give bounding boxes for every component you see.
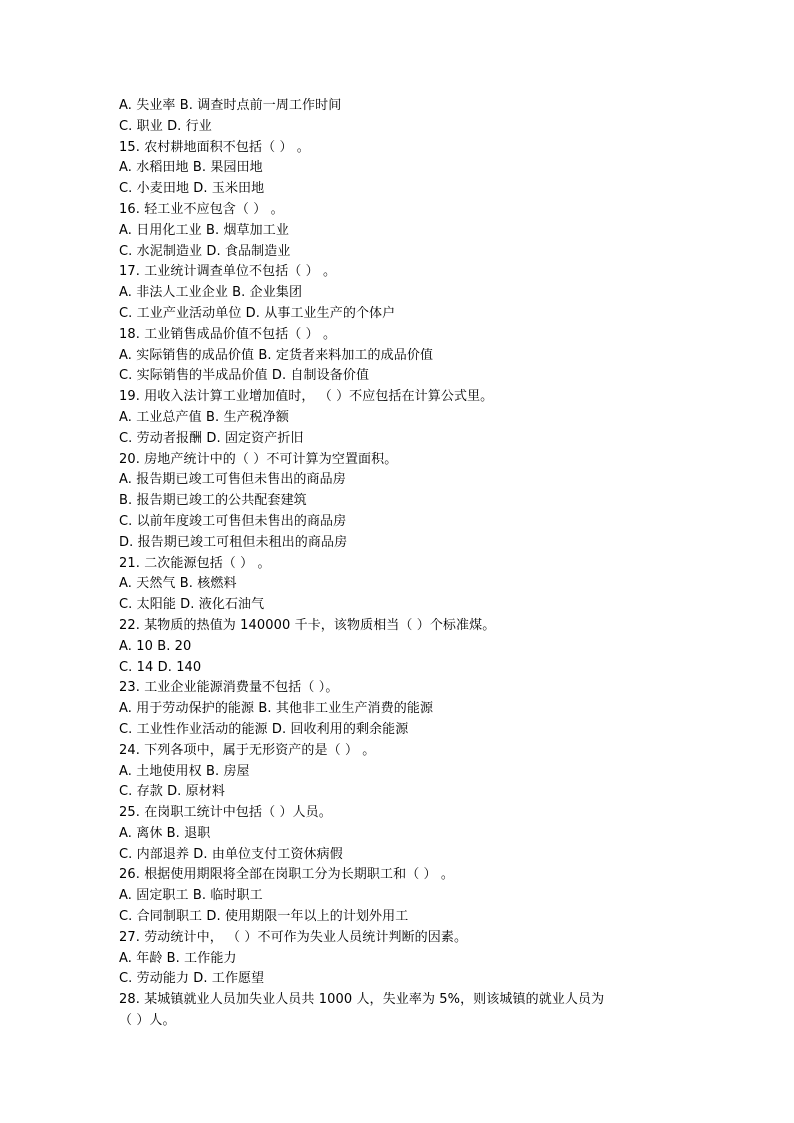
answer-options: A. 日用化工业 B. 烟草加工业	[119, 222, 289, 238]
answer-options: C. 存款 D. 原材料	[119, 784, 225, 800]
answer-options: C. 内部退养 D. 由单位支付工资休病假	[119, 846, 343, 862]
answer-options: C. 工业产业活动单位 D. 从事工业生产的个体户	[119, 305, 396, 321]
answer-options: A. 10 B. 20	[119, 638, 192, 654]
question-stem: 27. 劳动统计中， （ ）不可作为失业人员统计判断的因素。	[119, 929, 468, 945]
question-stem: 22. 某物质的热值为 140000 千卡，该物质相当（ ）个标准煤。	[119, 617, 496, 633]
answer-options: C. 劳动能力 D. 工作愿望	[119, 971, 265, 987]
answer-options: C. 劳动者报酬 D. 固定资产折旧	[119, 430, 304, 446]
answer-options: A. 天然气 B. 核燃料	[119, 576, 237, 592]
answer-options: D. 报告期已竣工可租但未租出的商品房	[119, 534, 348, 550]
answer-options: A. 用于劳动保护的能源 B. 其他非工业生产消费的能源	[119, 701, 434, 717]
answer-options: A. 非法人工业企业 B. 企业集团	[119, 285, 303, 301]
answer-options: C. 合同制职工 D. 使用期限一年以上的计划外用工	[119, 909, 409, 925]
question-stem: 28. 某城镇就业人员加失业人员共 1000 人，失业率为 5%，则该城镇的就业人员为	[119, 992, 605, 1008]
answer-options: C. 水泥制造业 D. 食品制造业	[119, 243, 291, 259]
question-stem: 26. 根据使用期限将全部在岗职工分为长期职工和（ ） 。	[119, 867, 454, 883]
answer-options: A. 水稻田地 B. 果园田地	[119, 160, 263, 176]
document-body	[119, 96, 679, 1032]
question-stem: 21. 二次能源包括（ ） 。	[119, 555, 271, 571]
answer-options: C. 太阳能 D. 液化石油气	[119, 597, 265, 613]
answer-options: C. 小麦田地 D. 玉米田地	[119, 181, 265, 197]
question-stem: 15. 农村耕地面积不包括（ ） 。	[119, 139, 310, 155]
question-stem: 19. 用收入法计算工业增加值时， （ ）不应包括在计算公式里。	[119, 389, 494, 405]
question-stem: 17. 工业统计调查单位不包括（ ） 。	[119, 264, 337, 280]
answer-options: A. 工业总产值 B. 生产税净额	[119, 409, 289, 425]
answer-options: A. 固定职工 B. 临时职工	[119, 888, 263, 904]
answer-options: C. 工业性作业活动的能源 D. 回收利用的剩余能源	[119, 721, 409, 737]
question-stem: 25. 在岗职工统计中包括（ ）人员。	[119, 805, 332, 821]
answer-options: A. 实际销售的成品价值 B. 定货者来料加工的成品价值	[119, 347, 434, 363]
question-stem: 23. 工业企业能源消费量不包括（ ）。	[119, 680, 339, 696]
answer-options: C. 14 D. 140	[119, 659, 202, 675]
answer-options: A. 离休 B. 退职	[119, 825, 211, 841]
answer-options: A. 年龄 B. 工作能力	[119, 950, 237, 966]
answer-options: A. 失业率 B. 调查时点前一周工作时间	[119, 98, 342, 113]
question-stem: 24. 下列各项中，属于无形资产的是（ ） 。	[119, 742, 376, 758]
answer-options: C. 以前年度竣工可售但未售出的商品房	[119, 513, 347, 529]
question-continuation: （ ）人。	[119, 1013, 176, 1029]
question-stem: 20. 房地产统计中的（ ）不可计算为空置面积。	[119, 451, 398, 467]
answer-options: B. 报告期已竣工的公共配套建筑	[119, 493, 307, 509]
answer-options: A. 土地使用权 B. 房屋	[119, 763, 250, 779]
answer-options: C. 职业 D. 行业	[119, 118, 212, 134]
answer-options: A. 报告期已竣工可售但未售出的商品房	[119, 472, 346, 488]
answer-options: C. 实际销售的半成品价值 D. 自制设备价值	[119, 368, 370, 384]
question-stem: 16. 轻工业不应包含（ ） 。	[119, 201, 284, 217]
question-stem: 18. 工业销售成品价值不包括（ ） 。	[119, 326, 337, 342]
